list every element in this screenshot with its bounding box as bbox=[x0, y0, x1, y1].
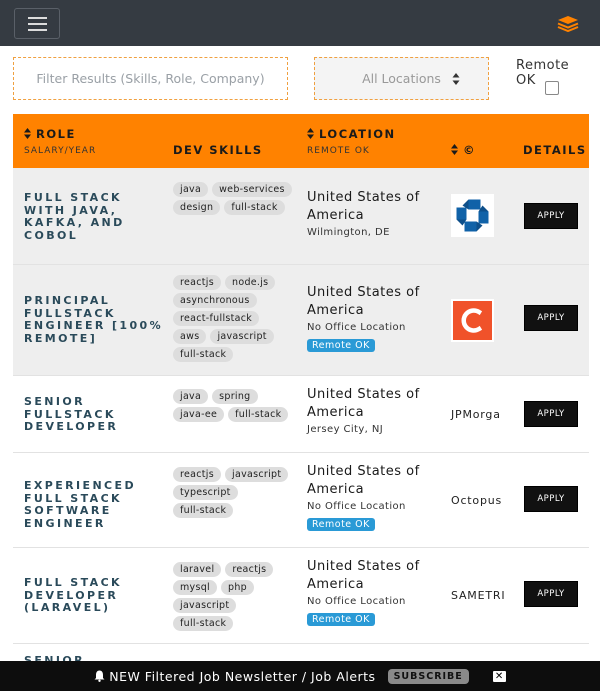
location-country: United States of America bbox=[307, 387, 420, 420]
location-city: Jersey City, NJ bbox=[307, 424, 384, 435]
role-column-header[interactable]: ROLE bbox=[24, 127, 76, 141]
chase-logo-icon bbox=[451, 194, 494, 237]
skill-tag[interactable]: reactjs bbox=[173, 467, 221, 482]
location-city: No Office Location bbox=[307, 322, 406, 333]
company-name[interactable]: SAMETRI bbox=[451, 589, 506, 602]
job-location bbox=[307, 386, 437, 435]
dev-skills-column-header: DEV SKILLS bbox=[173, 143, 263, 157]
location-column-header[interactable]: LOCATION bbox=[307, 127, 396, 141]
skill-tag[interactable]: javascript bbox=[210, 329, 273, 344]
close-icon[interactable]: ✕ bbox=[493, 671, 506, 682]
sort-icon bbox=[307, 128, 314, 139]
skill-tag[interactable]: aws bbox=[173, 329, 206, 344]
location-city: No Office Location bbox=[307, 501, 406, 512]
location-country: United States of America bbox=[307, 190, 420, 223]
top-navbar bbox=[0, 0, 600, 46]
apply-button[interactable]: APPLY bbox=[524, 581, 578, 607]
remote-ok-label: Remote OK bbox=[516, 58, 570, 88]
apply-button[interactable]: APPLY bbox=[524, 486, 578, 512]
remote-ok-badge: Remote OK bbox=[307, 339, 375, 352]
skill-tag[interactable]: full-stack bbox=[228, 407, 288, 422]
skill-tag[interactable]: mysql bbox=[173, 580, 217, 595]
location-country: United States of America bbox=[307, 464, 420, 497]
skill-tag[interactable]: design bbox=[173, 200, 220, 215]
apply-button[interactable]: APPLY bbox=[524, 305, 578, 331]
skill-tag[interactable]: web-services bbox=[212, 182, 292, 197]
skill-tag[interactable]: php bbox=[221, 580, 254, 595]
subscribe-button[interactable]: SUBSCRIBE bbox=[388, 669, 469, 684]
skill-tags bbox=[173, 562, 293, 631]
filter-results-input[interactable] bbox=[13, 57, 288, 100]
job-role[interactable]: SENIOR FULLSTACK DEVELOPER bbox=[24, 395, 119, 433]
layers-icon[interactable] bbox=[557, 15, 579, 33]
sort-icon bbox=[24, 128, 31, 139]
company-name[interactable]: Octopus bbox=[451, 494, 503, 507]
skill-tag[interactable]: java bbox=[173, 182, 208, 197]
job-location bbox=[307, 284, 437, 352]
skill-tag[interactable]: javascript bbox=[173, 598, 236, 613]
filter-bar bbox=[13, 57, 593, 101]
skill-tag[interactable]: full-stack bbox=[173, 503, 233, 518]
newsletter-banner bbox=[0, 661, 600, 691]
job-role[interactable]: PRINCIPAL FULLSTACK ENGINEER [100% REMOTE] bbox=[24, 294, 163, 345]
sort-icon bbox=[451, 144, 458, 155]
table-header bbox=[13, 114, 589, 168]
skill-tag[interactable]: reactjs bbox=[225, 562, 273, 577]
skill-tag[interactable]: react-fullstack bbox=[173, 311, 259, 326]
job-role[interactable]: FULL STACK WITH JAVA, KAFKA, AND COBOL bbox=[24, 191, 125, 242]
table-row bbox=[13, 376, 589, 453]
location-city: Wilmington, DE bbox=[307, 227, 390, 238]
table-row bbox=[13, 548, 589, 644]
company-column-header[interactable]: © bbox=[451, 143, 476, 157]
skill-tag[interactable]: full-stack bbox=[224, 200, 284, 215]
skill-tag[interactable]: typescript bbox=[173, 485, 238, 500]
job-location bbox=[307, 463, 437, 531]
location-country: United States of America bbox=[307, 559, 420, 592]
remote-ok-subheader: REMOTE OK bbox=[307, 146, 370, 156]
skill-tag[interactable]: spring bbox=[212, 389, 257, 404]
skill-tags bbox=[173, 467, 293, 518]
job-role[interactable]: FULL STACK DEVELOPER (LARAVEL) bbox=[24, 576, 122, 614]
c-logo-icon bbox=[451, 299, 494, 342]
jobs-table bbox=[13, 114, 589, 684]
skill-tag[interactable]: java-ee bbox=[173, 407, 224, 422]
remote-ok-badge: Remote OK bbox=[307, 518, 375, 531]
salary-subheader: SALARY/YEAR bbox=[24, 146, 97, 156]
company-name[interactable]: JPMorga bbox=[451, 408, 501, 421]
details-column-header: DETAILS bbox=[523, 143, 587, 157]
skill-tag[interactable]: full-stack bbox=[173, 616, 233, 631]
skill-tags bbox=[173, 389, 293, 422]
location-city: No Office Location bbox=[307, 596, 406, 607]
apply-button[interactable]: APPLY bbox=[524, 203, 578, 229]
skill-tag[interactable]: reactjs bbox=[173, 275, 221, 290]
hamburger-menu-button[interactable] bbox=[14, 8, 60, 39]
table-row bbox=[13, 453, 589, 548]
table-row bbox=[13, 265, 589, 376]
skill-tag[interactable]: full-stack bbox=[173, 347, 233, 362]
sort-arrows-icon bbox=[452, 72, 460, 86]
location-country: United States of America bbox=[307, 285, 420, 318]
skill-tag[interactable]: java bbox=[173, 389, 208, 404]
job-role[interactable]: EXPERIENCED FULL STACK SOFTWARE ENGINEER bbox=[24, 479, 136, 530]
apply-button[interactable]: APPLY bbox=[524, 401, 578, 427]
remote-ok-checkbox[interactable] bbox=[545, 81, 559, 95]
bell-icon bbox=[94, 670, 105, 682]
location-select[interactable] bbox=[314, 57, 489, 100]
skill-tag[interactable]: javascript bbox=[225, 467, 288, 482]
location-select-value: All Locations bbox=[362, 71, 441, 86]
job-location bbox=[307, 558, 437, 626]
remote-ok-badge: Remote OK bbox=[307, 613, 375, 626]
table-row bbox=[13, 168, 589, 265]
newsletter-text: NEW Filtered Job Newsletter / Job Alerts bbox=[109, 668, 376, 684]
skill-tag[interactable]: laravel bbox=[173, 562, 221, 577]
skill-tag[interactable]: node.js bbox=[225, 275, 275, 290]
job-location bbox=[307, 189, 437, 238]
skill-tags bbox=[173, 275, 293, 362]
skill-tags bbox=[173, 182, 293, 215]
skill-tag[interactable]: asynchronous bbox=[173, 293, 257, 308]
